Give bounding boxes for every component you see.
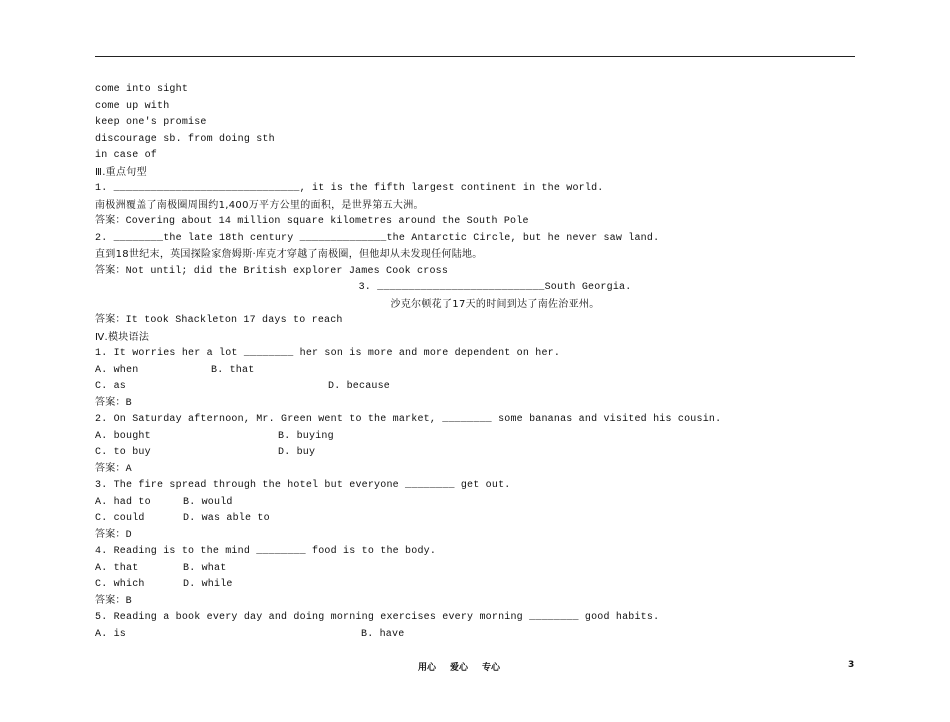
- phrase-item: discourage sb. from doing sth: [95, 133, 275, 145]
- answer-line: 答案：Not until; did the British explorer James Cook cross: [95, 265, 449, 277]
- question-stem: 4. Reading is to the mind ________ food is to the body.: [95, 546, 437, 557]
- option-a: A. is: [95, 628, 127, 640]
- question-translation: 直到18世纪末，英国探险家詹姆斯·库克才穿越了南极圈，但他却从未发现任何陆地。: [95, 249, 483, 260]
- section-title: Ⅳ.模块语法: [95, 331, 150, 343]
- option-d: D. was able to: [183, 513, 270, 524]
- option-b: B. have: [361, 628, 405, 640]
- options-row: [95, 363, 855, 380]
- document-body: [95, 82, 855, 643]
- option-b: B. what: [183, 562, 227, 574]
- answer-line: 答案：Covering about 14 million square kilometres around the South Pole: [95, 216, 529, 227]
- phrase-item: come into sight: [95, 84, 189, 95]
- option-a: A. bought: [95, 430, 151, 442]
- options-row: [95, 445, 855, 462]
- option-a: A. that: [95, 562, 139, 574]
- question-stem: 3. The fire spread through the hotel but everyone ________ get out.: [95, 480, 511, 491]
- options-row: [95, 577, 855, 594]
- question-translation: 南极洲覆盖了南极圈周围约1,400万平方公里的面积，是世界第五大洲。: [95, 199, 424, 211]
- footer-motto: [418, 660, 500, 673]
- options-row: [95, 627, 855, 644]
- answer-line: 答案：D: [95, 529, 132, 541]
- option-c: C. which: [95, 579, 145, 590]
- question-text: 3. ___________________________South Georgia.: [358, 282, 632, 293]
- question-translation: 沙克尔顿花了17天的时间到达了南佐治亚州。: [390, 298, 600, 310]
- option-a: A. when: [95, 364, 139, 376]
- phrase-item: in case of: [95, 150, 158, 161]
- footer-word: 专心: [482, 663, 501, 673]
- option-d: D. because: [328, 381, 391, 392]
- page-number: 3: [848, 660, 855, 670]
- options-row: [95, 379, 855, 396]
- option-c: C. could: [95, 513, 145, 524]
- options-row: [95, 561, 855, 578]
- option-c: C. to buy: [95, 447, 151, 458]
- option-c: C. as: [95, 381, 127, 392]
- option-b: B. buying: [278, 430, 334, 442]
- options-row: [95, 429, 855, 446]
- question-stem: 2. On Saturday afternoon, Mr. Green went to the market, ________ some bananas and visited his cousin.: [95, 414, 722, 425]
- options-row: [95, 511, 855, 528]
- question-stem: 5. Reading a book every day and doing morning exercises every morning ________ good habits.: [95, 612, 660, 623]
- question-text: 2. ________the late 18th century ______________the Antarctic Circle, but he never saw land.: [95, 232, 660, 244]
- question-text: 1. ______________________________, it is the fifth largest continent in the world.: [95, 183, 604, 194]
- header-rule: [95, 56, 855, 57]
- option-a: A. had to: [95, 496, 151, 508]
- answer-line: 答案：A: [95, 463, 132, 475]
- footer-word: 用心: [418, 663, 437, 673]
- answer-line: 答案：It took Shackleton 17 days to reach: [95, 315, 343, 326]
- phrase-item: keep one's promise: [95, 117, 207, 128]
- option-b: B. would: [183, 496, 233, 508]
- footer-word: 爱心: [450, 663, 469, 673]
- answer-line: 答案：B: [95, 595, 132, 607]
- option-b: B. that: [211, 364, 255, 376]
- options-row: [95, 495, 855, 512]
- option-d: D. while: [183, 579, 233, 590]
- question-stem: 1. It worries her a lot ________ her son is more and more dependent on her.: [95, 348, 561, 359]
- section-title: Ⅲ.重点句型: [95, 166, 147, 178]
- option-d: D. buy: [278, 447, 316, 458]
- page-footer: [0, 660, 950, 676]
- phrase-item: come up with: [95, 100, 170, 112]
- answer-line: 答案：B: [95, 397, 132, 409]
